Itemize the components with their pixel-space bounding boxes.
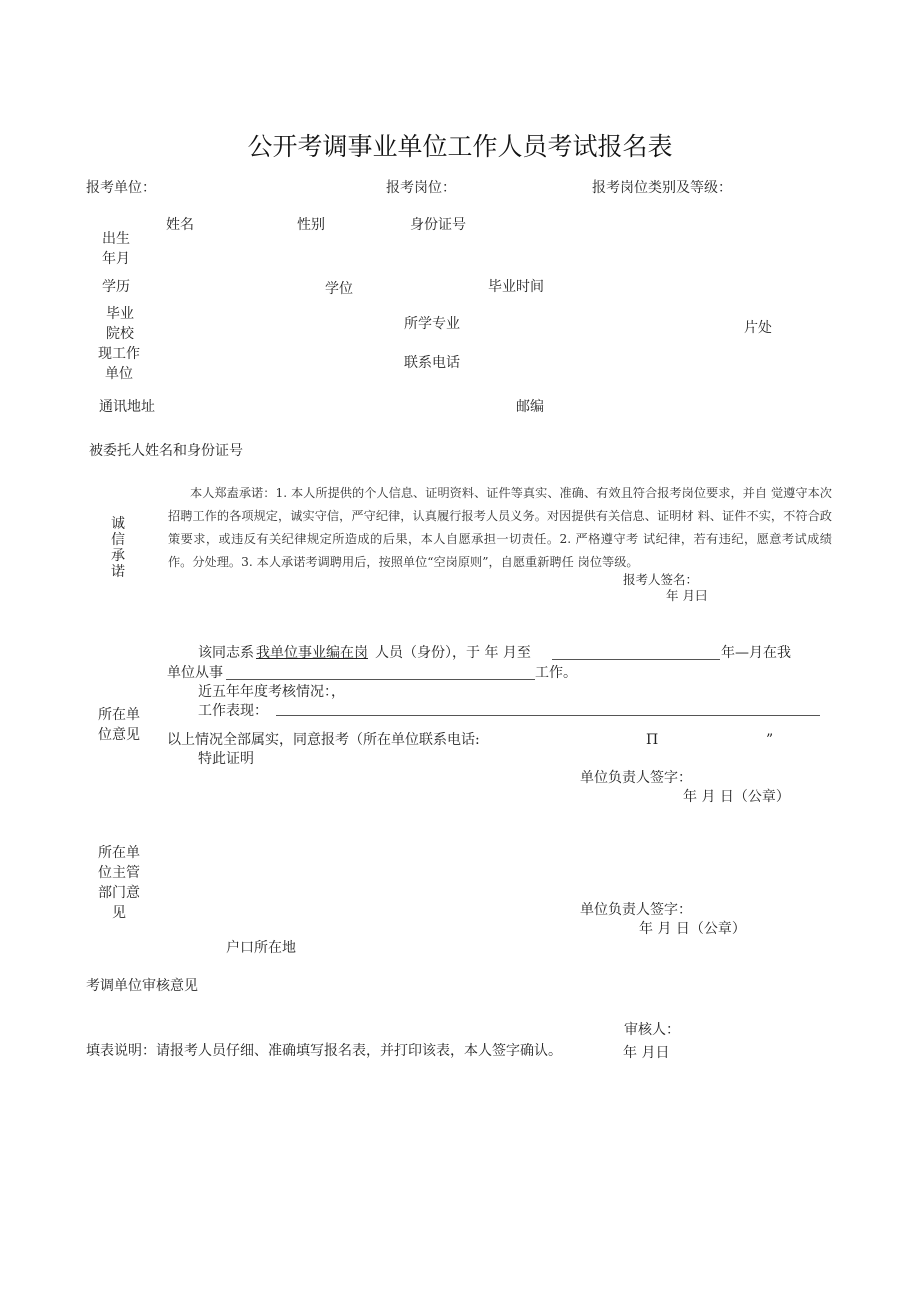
address-label: 通讯地址 — [99, 399, 155, 415]
dept-opinion-label-line1: 所在单 — [98, 845, 140, 861]
dept-head-signature-label: 单位负责人签字： — [580, 902, 692, 918]
unit-opinion-line2-b: 工作。 — [535, 665, 577, 681]
dept-opinion-label-line3: 部门意 — [98, 885, 140, 901]
photo-label: 片处 — [744, 320, 772, 336]
school-label-line2: 院校 — [106, 326, 134, 342]
dept-opinion-label-line4: 见 — [112, 905, 126, 921]
id-number-label: 身份证号 — [410, 217, 466, 233]
education-label: 学历 — [102, 279, 130, 295]
unit-phone-mark: Π — [646, 732, 659, 748]
annual-review-label: 近五年年度考核情况：， — [198, 684, 345, 700]
grad-time-label: 毕业时间 — [488, 279, 544, 295]
unit-opinion-line1-c: 人员（身份），于 年 月至 — [375, 645, 531, 661]
workplace-label — [89, 344, 149, 384]
birth-label-line2: 年月 — [102, 251, 130, 267]
unit-opinion-label-line2: 位意见 — [98, 727, 140, 743]
unit-confirm-close: ” — [766, 732, 774, 748]
pledge-label-char-3: 承 — [111, 548, 125, 564]
work-performance-field[interactable] — [276, 715, 820, 716]
applicant-signature-label: 报考人签名： — [623, 572, 699, 587]
unit-opinion-line1-d: 年—月在我 — [721, 645, 791, 661]
school-label-line1: 毕业 — [106, 306, 134, 322]
review-date: 年 月日 — [623, 1045, 670, 1061]
unit-opinion-label-line1: 所在单 — [98, 707, 140, 723]
form-title: 公开考调事业单位工作人员考试报名表 — [247, 132, 673, 161]
reviewer-label: 审核人： — [624, 1022, 680, 1038]
major-label: 所学专业 — [404, 316, 460, 332]
unit-head-signature-label: 单位负责人签字： — [580, 770, 692, 786]
certify-text: 特此证明 — [198, 751, 254, 767]
unit-confirm-text: 以上情况全部属实，同意报考（所在单位联系电话: — [167, 732, 480, 748]
proxy-label: 被委托人姓名和身份证号 — [89, 443, 243, 459]
apply-unit-label: 报考单位： — [86, 180, 156, 196]
workplace-label-line1: 现工作 — [98, 346, 140, 362]
birth-date-label — [86, 229, 146, 269]
unit-opinion-line1-b: 我单位事业编在岗 — [256, 645, 368, 661]
degree-label: 学位 — [325, 281, 353, 297]
pledge-label-char-2: 信 — [111, 532, 125, 548]
postcode-label: 邮编 — [516, 399, 544, 415]
pledge-label-char-4: 诺 — [111, 564, 125, 580]
post-category-label: 报考岗位类别及等级： — [592, 180, 732, 196]
dept-opinion-date: 年 月 日（公章） — [639, 921, 746, 937]
fill-instructions: 填表说明：请报考人员仔细、准确填写报名表，并打印该表，本人签字确认。 — [86, 1043, 562, 1059]
unit-opinion-date: 年 月 日（公章） — [683, 789, 790, 805]
work-performance-label: 工作表现： — [198, 703, 268, 719]
pledge-text: 本人郑盍承诺：1. 本人所提供的个人信息、证明资料、证件等真实、准确、有效且符合报考岗位要求，并自 觉遵守本次招聘工作的各项规定，诚实守信，严守纪律，认真履行报考人员义务。对因提供有关信息、证明材 料、证件不实，不符合政策要求，或违反有关纪律规定所造成的后果，本人自愿承担一切责任。2. 严格遵守考 试纪律，若有违纪，愿意考试成绩作。分处理。3. 本人承诺考调聘用后，按照单位“空岗原则”，自愿重新聘任 岗位等级。 — [168, 486, 832, 569]
hukou-label: 户口所在地 — [226, 940, 296, 956]
pledge-label-char-1: 诚 — [111, 516, 125, 532]
workplace-label-line2: 单位 — [105, 366, 133, 382]
dept-opinion-label-line2: 位主管 — [98, 865, 140, 881]
school-label — [90, 304, 150, 344]
review-opinion-label: 考调单位审核意见 — [86, 978, 198, 994]
applicant-signature-date: 年 月曰 — [666, 588, 708, 603]
dept-opinion-label — [89, 843, 149, 923]
service-end-date-field[interactable] — [552, 659, 720, 660]
phone-label: 联系电话 — [404, 355, 460, 371]
unit-opinion-label — [89, 705, 149, 745]
birth-label-line1: 出生 — [102, 231, 130, 247]
apply-post-label: 报考岗位： — [386, 180, 456, 196]
unit-opinion-line2-a: 单位从事 — [167, 665, 223, 681]
unit-opinion-line1-a: 该同志系 — [198, 645, 254, 661]
gender-label: 性别 — [297, 217, 325, 233]
name-label: 姓名 — [166, 217, 194, 233]
job-duty-field[interactable] — [226, 679, 535, 680]
